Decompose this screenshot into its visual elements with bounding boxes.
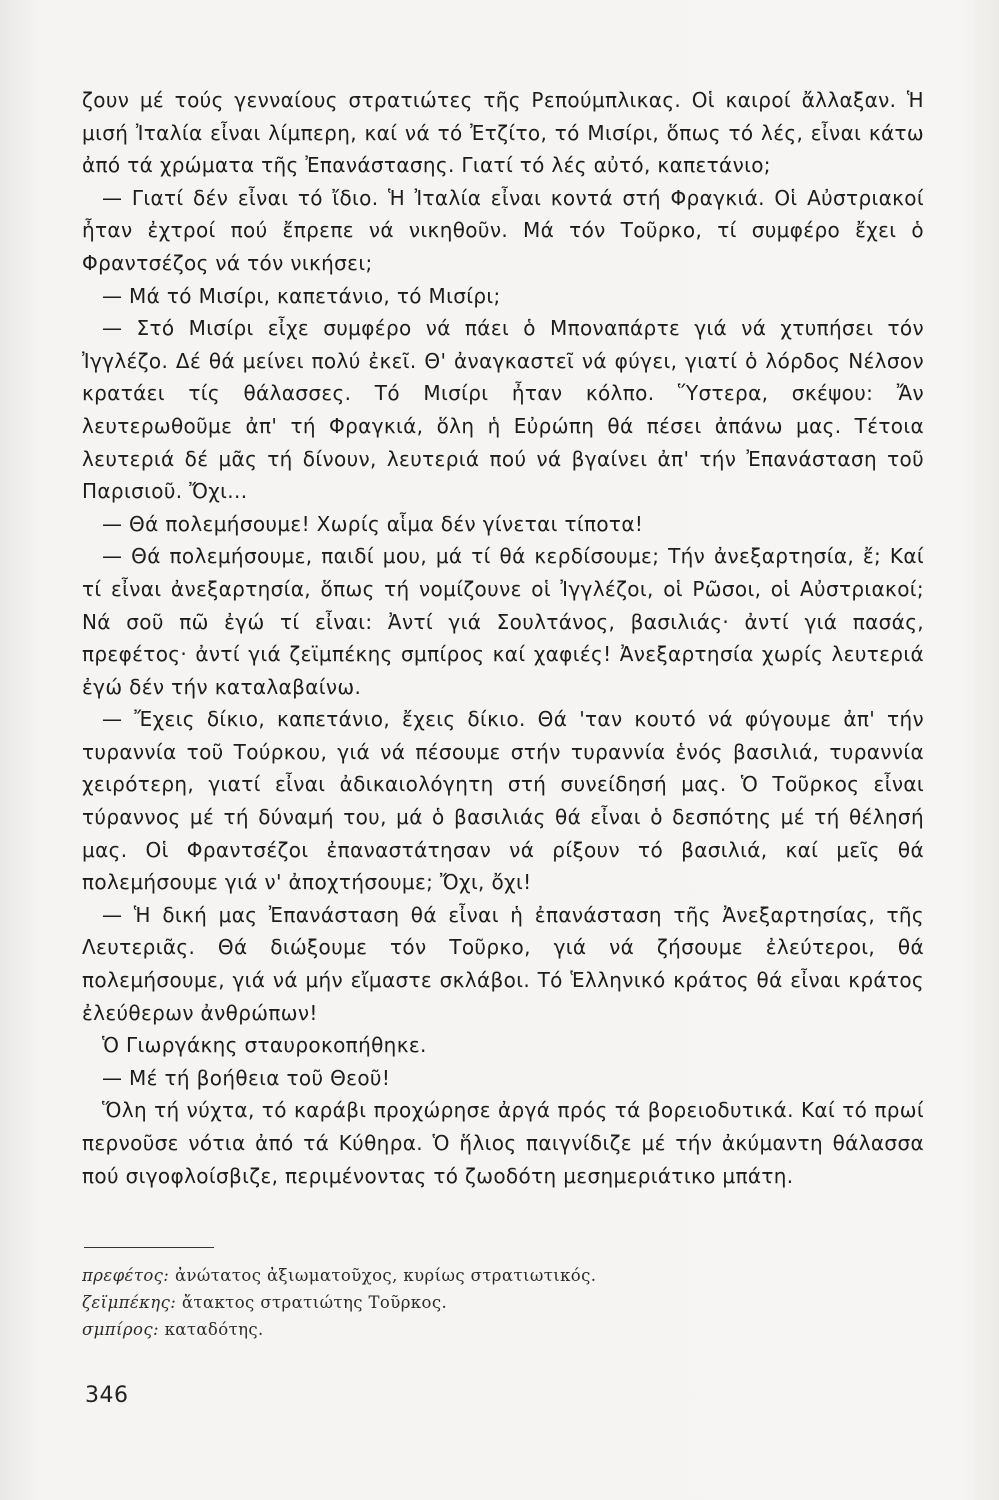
footnotes bbox=[82, 1262, 924, 1343]
paragraph: ζουν μέ τούς γενναίους στρατιώτες τῆς Ρεπούμπλικας. Οἱ καιροί ἄλλαξαν. Ἡ μισή Ἰταλία εἶναι λίμπερη, καί νά τό Ἐτζίτο, τό Μισίρι, ὅπως τό λές, εἶναι κάτω ἀπό τά χρώματα τῆς Ἐπανάστασης. Γιατί τό λές αὐτό, καπετάνιο; bbox=[82, 88, 924, 178]
footnote-term: ζεϊμπέκης: bbox=[82, 1293, 177, 1312]
footnote-definition: ἀνώτατος ἀξιωματοῦχος, κυρίως στρατιωτικός. bbox=[174, 1266, 597, 1285]
footnote-divider bbox=[84, 1247, 214, 1248]
footnote-term: πρεφέτος: bbox=[82, 1266, 170, 1285]
paragraph: — Μά τό Μισίρι, καπετάνιο, τό Μισίρι; bbox=[102, 283, 501, 308]
footnote bbox=[82, 1262, 924, 1289]
footnote bbox=[82, 1289, 924, 1316]
footnote-term: σμπίρος: bbox=[82, 1320, 159, 1339]
paragraph: Ὅλη τή νύχτα, τό καράβι προχώρησε ἀργά πρός τά βορειοδυτικά. Καί τό πρωί περνοῦσε νότια ἀπό τά Κύθηρα. Ὁ ἥλιος παιγνίδιζε μέ τήν ἀκύμαντη θάλασσα πού σιγοφλοίσβιζε, περιμένοντας τό ζωοδότη μεσημεριάτικο μπάτη. bbox=[82, 1098, 924, 1188]
main-text bbox=[82, 84, 924, 1192]
paragraph: — Ἡ δική μας Ἐπανάσταση θά εἶναι ἡ ἐπανάσταση τῆς Ἀνεξαρτησίας, τῆς Λευτεριᾶς. Θά διώξουμε τόν Τοῦρκο, γιά νά ζήσουμε ἐλεύτεροι, θά πολεμήσουμε, γιά νά μήν εἴμαστε σκλάβοι. Τό Ἑλληνικό κράτος θά εἶναι κράτος ἐλεύθερων ἀνθρώπων! bbox=[82, 902, 924, 1025]
paragraph: — Θά πολεμήσουμε, παιδί μου, μά τί θά κερδίσουμε; Τήν ἀνεξαρτησία, ἔ; Καί τί εἶναι ἀνεξαρτησία, ὅπως τή νομίζουνε οἱ Ἰγγλέζοι, οἱ Ρῶσοι, οἱ Αὐστριακοί; Νά σοῦ πῶ ἐγώ τί εἶναι: Ἀντί γιά Σουλτάνος, βασιλιάς· ἀντί γιά πασάς, πρεφέτος· ἀντί γιά ζεϊμπέκης σμπίρος καί χαφιές! Ἀνεξαρτησία χωρίς λευτεριά ἐγώ δέν τήν καταλαβαίνω. bbox=[82, 544, 924, 699]
footnote-definition: ἄτακτος στρατιώτης Τοῦρκος. bbox=[181, 1293, 448, 1312]
paragraph: — Θά πολεμήσουμε! Χωρίς αἷμα δέν γίνεται τίποτα! bbox=[102, 511, 644, 536]
paragraph: — Γιατί δέν εἶναι τό ἴδιο. Ἡ Ἰταλία εἶναι κοντά στή Φραγκιά. Οἱ Αὐστριακοί ἦταν ἐχτροί πού ἔπρεπε νά νικηθοῦν. Μά τόν Τοῦρκο, τί συμφέρο ἔχει ὁ Φραντσέζος νά τόν νικήσει; bbox=[82, 185, 924, 275]
paragraph: — Μέ τή βοήθεια τοῦ Θεοῦ! bbox=[102, 1065, 391, 1090]
footnote bbox=[82, 1316, 924, 1343]
paragraph: — Στό Μισίρι εἶχε συμφέρο νά πάει ὁ Μποναπάρτε γιά νά χτυπήσει τόν Ἰγγλέζο. Δέ θά μείνει πολύ ἐκεῖ. Θ' ἀναγκαστεῖ νά φύγει, γιατί ὁ λόρδος Νέλσον κρατάει τίς θάλασσες. Τό Μισίρι ἦταν κόλπο. Ὕστερα, σκέψου: Ἄν λευτερωθοῦμε ἀπ' τή Φραγκιά, ὅλη ἡ Εὐρώπη θά πέσει ἀπάνω μας. Τέτοια λευτεριά δέ μᾶς τή δίνουν, λευτεριά πού νά βγαίνει ἀπ' τήν Ἐπανάσταση τοῦ Παρισιοῦ. Ὄχι... bbox=[82, 316, 924, 504]
footnote-definition: καταδότης. bbox=[164, 1320, 264, 1339]
paragraph: Ὁ Γιωργάκης σταυροκοπήθηκε. bbox=[102, 1033, 427, 1058]
page-number: 346 bbox=[85, 1383, 129, 1408]
paragraph: — Ἔχεις δίκιο, καπετάνιο, ἔχεις δίκιο. Θά 'ταν κουτό νά φύγουμε ἀπ' τήν τυραννία τοῦ Τούρκου, γιά νά πέσουμε στήν τυραννία ἑνός βασιλιά, τυραννία χειρότερη, γιατί εἶναι ἀδικαιολόγητη στή συνείδησή μας. Ὁ Τοῦρκος εἶναι τύραννος μέ τή δύναμή του, μά ὁ βασιλιάς θά εἶναι ὁ δεσπότης μέ τή θέλησή μας. Οἱ Φραντσέζοι ἐπαναστάτησαν νά ρίξουν τό βασιλιά, καί μεῖς θά πολεμήσουμε γιά ν' ἀποχτήσουμε; Ὄχι, ὄχι! bbox=[82, 707, 924, 895]
